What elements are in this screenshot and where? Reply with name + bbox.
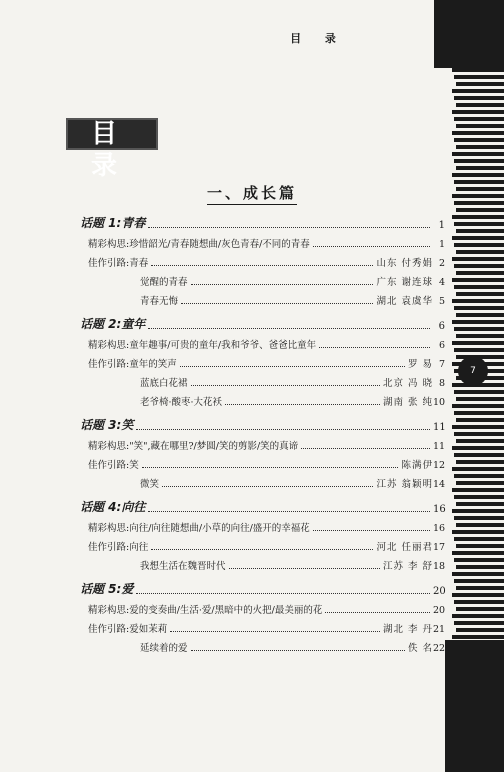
edge-stripe (452, 614, 504, 618)
toc-entry-row[interactable] (80, 351, 445, 370)
edge-stripe (454, 390, 504, 394)
edge-stripe (452, 299, 504, 303)
toc-entry-row[interactable] (80, 288, 445, 307)
edge-stripe (452, 404, 504, 408)
page-number: 10 (433, 397, 446, 408)
page-number: 4 (438, 277, 445, 288)
entry-author: 江苏 李 舒 (382, 561, 433, 572)
topic-title: 话题 5:爱 (80, 582, 134, 596)
edge-stripe (452, 425, 504, 429)
entry-title: 精彩构思:童年趣事/可贵的童年/我和爷爷、爸爸比童年 (88, 340, 317, 351)
edge-stripe (456, 523, 504, 527)
entry-author: 北京 冯 晓 (382, 378, 433, 389)
entry-title: 佳作引路:爱如茉莉 (88, 624, 168, 635)
toc-entry-row[interactable] (80, 332, 445, 351)
dot-leader (319, 347, 430, 348)
toc-topic-row[interactable] (80, 311, 445, 332)
page-number: 21 (433, 624, 446, 635)
toc-entry-row[interactable] (80, 553, 445, 572)
page-number: 16 (433, 504, 446, 515)
entry-title: 精彩构思:向往/向往随想曲/小草的向往/盛开的幸福花 (88, 523, 310, 534)
edge-stripe (456, 586, 504, 590)
entry-author: 湖南 张 纯 (382, 397, 433, 408)
edge-stripe (456, 229, 504, 233)
edge-stripe (452, 635, 504, 639)
toc-topic-row[interactable] (80, 576, 445, 597)
toc-entry-row[interactable] (80, 370, 445, 389)
page-number: 2 (438, 258, 445, 269)
page-number: 22 (433, 643, 446, 654)
edge-stripe (452, 572, 504, 576)
entry-title: 老爷椅·酸枣·大花袄 (140, 397, 223, 408)
dot-leader (151, 265, 373, 266)
topic-title: 话题 4:向往 (80, 500, 146, 514)
edge-stripe (456, 250, 504, 254)
edge-stripe (456, 481, 504, 485)
edge-stripe (454, 558, 504, 562)
page-number: 6 (438, 321, 445, 332)
entry-author: 陈满伊 (401, 460, 433, 471)
dot-leader (229, 568, 380, 569)
edge-stripe (454, 411, 504, 415)
entry-title: 佳作引路:童年的笑声 (88, 359, 177, 370)
edge-stripe (456, 628, 504, 632)
edge-stripe (452, 341, 504, 345)
edge-stripe (454, 537, 504, 541)
edge-stripe (456, 82, 504, 86)
entry-title: 延续着的爱 (140, 643, 188, 654)
dot-leader (180, 366, 405, 367)
edge-stripe (454, 516, 504, 520)
edge-stripe (456, 439, 504, 443)
edge-stripe (456, 418, 504, 422)
edge-stripe (452, 68, 504, 72)
edge-stripe (452, 173, 504, 177)
edge-stripe (454, 327, 504, 331)
page-number: 1 (438, 220, 445, 231)
page-number: 5 (438, 296, 445, 307)
entry-title: 精彩构思:爱的变奏曲/生活·爱/黑暗中的火把/最美丽的花 (88, 605, 323, 616)
entry-author: 广东 谢连球 (376, 277, 433, 288)
edge-stripe (456, 313, 504, 317)
page-number: 11 (433, 422, 446, 433)
dot-leader (148, 227, 430, 228)
topic-title: 话题 1:青春 (80, 216, 146, 230)
entry-title: 精彩构思:珍惜韶光/青春随想曲/灰色青春/不同的青春 (88, 239, 310, 250)
edge-stripe (454, 117, 504, 121)
edge-stripe (456, 544, 504, 548)
edge-stripe (452, 110, 504, 114)
entry-title: 微笑 (140, 479, 160, 490)
running-header: 目 录 (290, 32, 346, 45)
entry-title: 佳作引路:笑 (88, 460, 139, 471)
dot-leader (301, 448, 430, 449)
edge-stripe (456, 460, 504, 464)
edge-stripe (454, 159, 504, 163)
dot-leader (148, 511, 430, 512)
toc-entry-row[interactable] (80, 269, 445, 288)
toc-entry-row[interactable] (80, 389, 445, 408)
edge-stripe (452, 530, 504, 534)
page-number: 1 (438, 239, 445, 250)
edge-stripe (452, 257, 504, 261)
page-number: 16 (433, 523, 446, 534)
entry-title: 蓝底白花裙 (140, 378, 188, 389)
edge-stripe (454, 600, 504, 604)
edge-stripe (454, 222, 504, 226)
edge-stripe (452, 131, 504, 135)
toc-entry-row[interactable] (80, 452, 445, 471)
edge-stripe (454, 285, 504, 289)
table-of-contents (80, 206, 445, 654)
entry-title: 青春无悔 (140, 296, 179, 307)
page-number: 14 (433, 479, 446, 490)
edge-stripe (456, 145, 504, 149)
entry-author: 佚 名 (407, 643, 433, 654)
edge-stripe (454, 621, 504, 625)
dot-leader (191, 650, 405, 651)
dot-leader (136, 593, 430, 594)
toc-topic-row[interactable] (80, 494, 445, 515)
dot-leader (162, 486, 373, 487)
toc-entry-row[interactable] (80, 534, 445, 553)
edge-stripe (454, 474, 504, 478)
edge-stripe (456, 166, 504, 170)
page-number: 11 (433, 441, 446, 452)
decorative-bottom-block (445, 640, 504, 772)
dot-leader (136, 429, 430, 430)
dot-leader (170, 631, 380, 632)
edge-stripe (454, 243, 504, 247)
entry-title: 佳作引路:向往 (88, 542, 149, 553)
section-heading (0, 182, 504, 203)
edge-stripe (456, 607, 504, 611)
edge-stripe (456, 397, 504, 401)
toc-entry-row[interactable] (80, 616, 445, 635)
entry-author: 湖北 袁虞华 (376, 296, 433, 307)
page-number: 6 (438, 340, 445, 351)
dot-leader (181, 303, 373, 304)
dot-leader (191, 385, 380, 386)
edge-stripe (456, 292, 504, 296)
entry-title: 精彩构思:"笑",藏在哪里?/梦圆/笑的剪影/笑的真谛 (88, 441, 299, 452)
edge-stripe (454, 306, 504, 310)
edge-stripe (452, 446, 504, 450)
edge-stripe (452, 488, 504, 492)
section-title: 一、成长篇 (207, 184, 297, 205)
edge-stripe (456, 271, 504, 275)
dot-leader (325, 612, 430, 613)
dot-leader (142, 467, 399, 468)
entry-author: 山东 付秀娟 (376, 258, 433, 269)
edge-stripe (456, 334, 504, 338)
dot-leader (225, 404, 380, 405)
page-number: 8 (438, 378, 445, 389)
dot-leader (313, 246, 430, 247)
toc-entry-row[interactable] (80, 250, 445, 269)
toc-entry-row[interactable] (80, 471, 445, 490)
edge-stripe (456, 502, 504, 506)
edge-stripe (456, 124, 504, 128)
entry-author: 湖北 李 丹 (382, 624, 433, 635)
edge-stripe (456, 565, 504, 569)
edge-stripe (456, 103, 504, 107)
page-number: 20 (433, 605, 446, 616)
edge-stripe (452, 278, 504, 282)
edge-stripe (454, 75, 504, 79)
page-number: 17 (433, 542, 446, 553)
edge-stripe (452, 320, 504, 324)
entry-author: 罗 易 (407, 359, 433, 370)
page-number-tab: 7 (458, 356, 488, 386)
toc-entry-row[interactable] (80, 231, 445, 250)
dot-leader (191, 284, 374, 285)
edge-stripe (452, 215, 504, 219)
entry-author: 河北 任丽君 (376, 542, 433, 553)
toc-entry-row[interactable] (80, 635, 445, 654)
toc-topic-row[interactable] (80, 412, 445, 433)
edge-stripe (454, 96, 504, 100)
edge-stripe (452, 551, 504, 555)
toc-entry-row[interactable] (80, 515, 445, 534)
edge-stripe (452, 467, 504, 471)
toc-entry-row[interactable] (80, 433, 445, 452)
edge-stripe (454, 453, 504, 457)
edge-stripe (452, 89, 504, 93)
dot-leader (151, 549, 373, 550)
toc-entry-row[interactable] (80, 597, 445, 616)
edge-stripe (454, 264, 504, 268)
edge-stripe (454, 138, 504, 142)
edge-stripe (456, 208, 504, 212)
edge-stripe (454, 348, 504, 352)
dot-leader (148, 328, 430, 329)
topic-title: 话题 3:笑 (80, 418, 134, 432)
page-number: 7 (438, 359, 445, 370)
dot-leader (313, 530, 430, 531)
page-number: 18 (433, 561, 446, 572)
page-number: 20 (433, 586, 446, 597)
page-number: 12 (433, 460, 446, 471)
entry-title: 我想生活在魏晋时代 (140, 561, 226, 572)
edge-stripe (454, 432, 504, 436)
edge-stripe (452, 593, 504, 597)
edge-stripe (454, 579, 504, 583)
entry-title: 佳作引路:青春 (88, 258, 149, 269)
edge-stripe (452, 509, 504, 513)
toc-topic-row[interactable] (80, 210, 445, 231)
edge-stripe (452, 152, 504, 156)
entry-title: 觉醒的青春 (140, 277, 188, 288)
edge-stripe (454, 495, 504, 499)
topic-title: 话题 2:童年 (80, 317, 146, 331)
page-title: 目 录 (66, 118, 158, 150)
entry-author: 江苏 翁颖明 (376, 479, 433, 490)
edge-stripe (452, 236, 504, 240)
